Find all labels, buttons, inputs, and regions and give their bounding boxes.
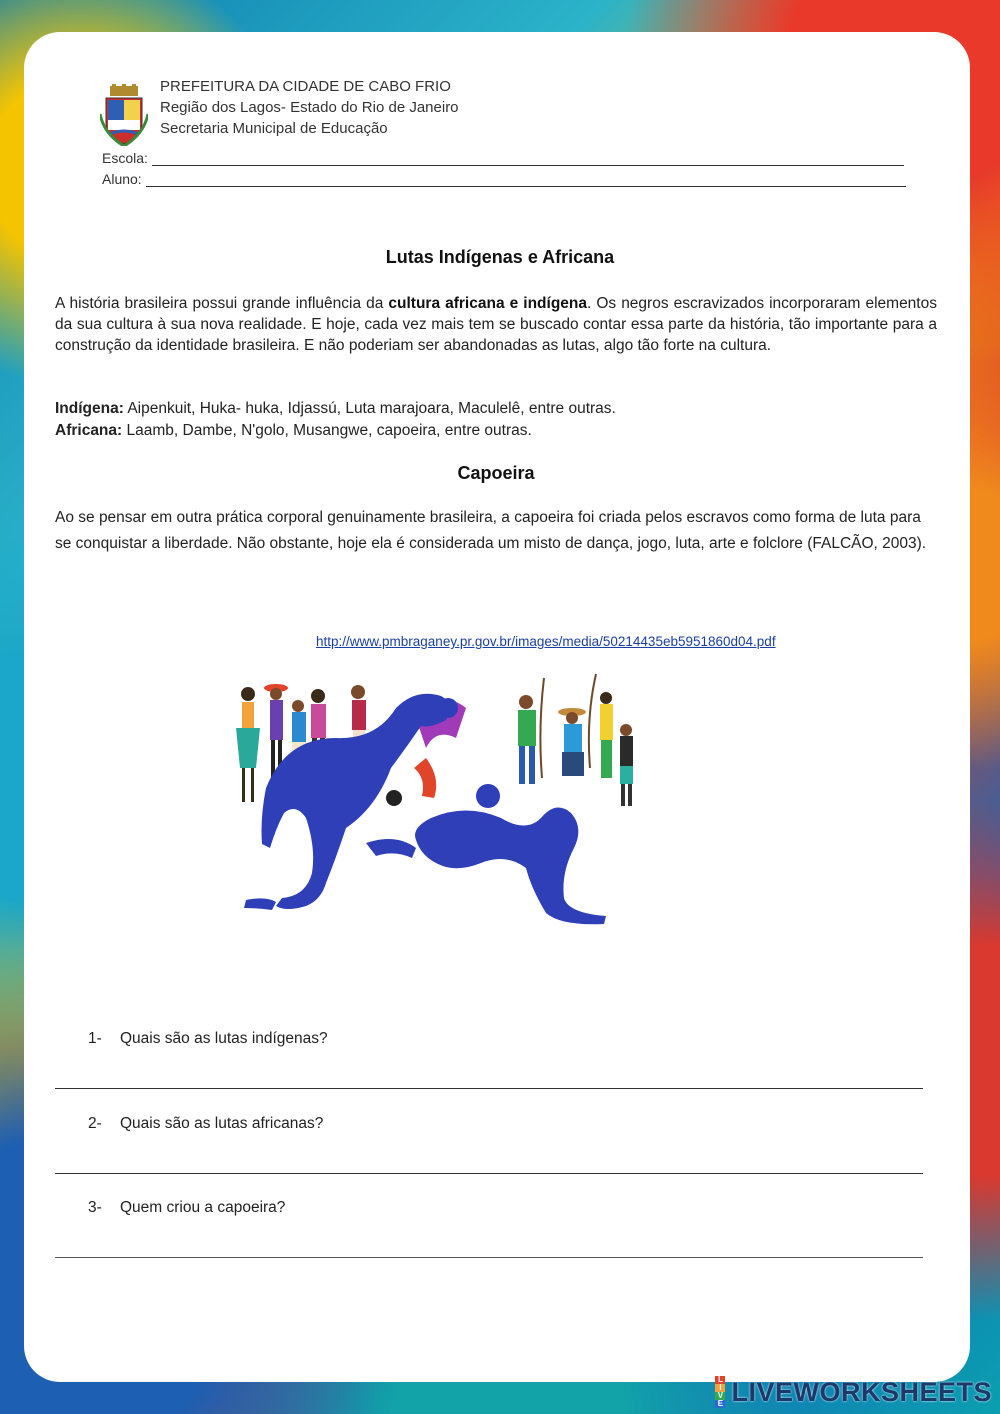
african-list: [55, 420, 532, 441]
answer-line-1[interactable]: [55, 1088, 923, 1089]
student-label: Aluno:: [102, 171, 142, 187]
school-input-line[interactable]: [152, 153, 904, 166]
indigenous-list: [55, 398, 616, 419]
capoeira-paragraph: Ao se pensar em outra prática corporal genuinamente brasileira, a capoeira foi criada pelos escravos como forma de luta para se conquistar a liberdade. Não obstante, hoje ela é considerada um misto de dança, jogo, luta, arte e folclore (FALCÃO, 2003).: [55, 509, 927, 552]
student-field[interactable]: [102, 171, 906, 187]
section-title-capoeira: Capoeira: [457, 463, 535, 483]
answer-line-2[interactable]: [55, 1173, 923, 1174]
indigenous-label: Indígena:: [55, 400, 124, 417]
intro-text-1: A história brasileira possui grande influência da: [55, 295, 389, 312]
brand-badge-letter: V: [715, 1392, 725, 1400]
question-1-text: Quais são as lutas indígenas?: [120, 1030, 328, 1047]
question-1: [88, 1030, 328, 1048]
intro-paragraph: [55, 293, 937, 356]
header-line-3: Secretaria Municipal de Educação: [160, 120, 388, 137]
question-1-number: 1-: [88, 1030, 102, 1047]
header-line-2: Região dos Lagos- Estado do Rio de Janeiro: [160, 99, 459, 116]
city-coat-of-arms-logo: [100, 84, 148, 146]
african-label: Africana:: [55, 422, 123, 439]
brand-badge-letter: I: [715, 1384, 725, 1392]
brand-badge-letter: L: [715, 1376, 725, 1384]
brand-text: LIVEWORKSHEETS: [731, 1376, 992, 1407]
brand-badge-letter: E: [715, 1400, 725, 1408]
brand-badge: [715, 1376, 725, 1408]
school-label: Escola:: [102, 150, 148, 166]
question-2-text: Quais são as lutas africanas?: [120, 1115, 324, 1132]
school-field[interactable]: [102, 150, 904, 166]
question-2-number: 2-: [88, 1115, 102, 1132]
capoeira-illustration: [226, 668, 646, 926]
student-input-line[interactable]: [146, 174, 906, 187]
source-link[interactable]: http://www.pmbraganey.pr.gov.br/images/media/50214435eb5951860d04.pdf: [316, 634, 776, 649]
question-2: [88, 1115, 323, 1133]
question-3-text: Quem criou a capoeira?: [120, 1199, 286, 1216]
indigenous-text: Aipenkuit, Huka- huka, Idjassú, Luta marajoara, Maculelê, entre outras.: [123, 400, 616, 417]
page-title: Lutas Indígenas e Africana: [385, 247, 615, 267]
liveworksheets-brand: [715, 1376, 992, 1408]
intro-bold-text: cultura africana e indígena: [388, 295, 587, 312]
intro-text-2: . Os negros escravizados incorporaram elementos da sua cultura à sua nova realidade. E hoje, cada vez mais tem se buscado contar essa parte da história, tão importante para a construção da identidade brasileira. E não poderiam ser abandonadas as lutas, algo tão forte na cultura.: [55, 295, 937, 354]
question-3-number: 3-: [88, 1199, 102, 1216]
header-line-1: PREFEITURA DA CIDADE DE CABO FRIO: [160, 78, 451, 95]
african-text: Laamb, Dambe, N'golo, Musangwe, capoeira, entre outras.: [122, 422, 532, 439]
question-3: [88, 1199, 285, 1217]
answer-line-3[interactable]: [55, 1257, 923, 1258]
